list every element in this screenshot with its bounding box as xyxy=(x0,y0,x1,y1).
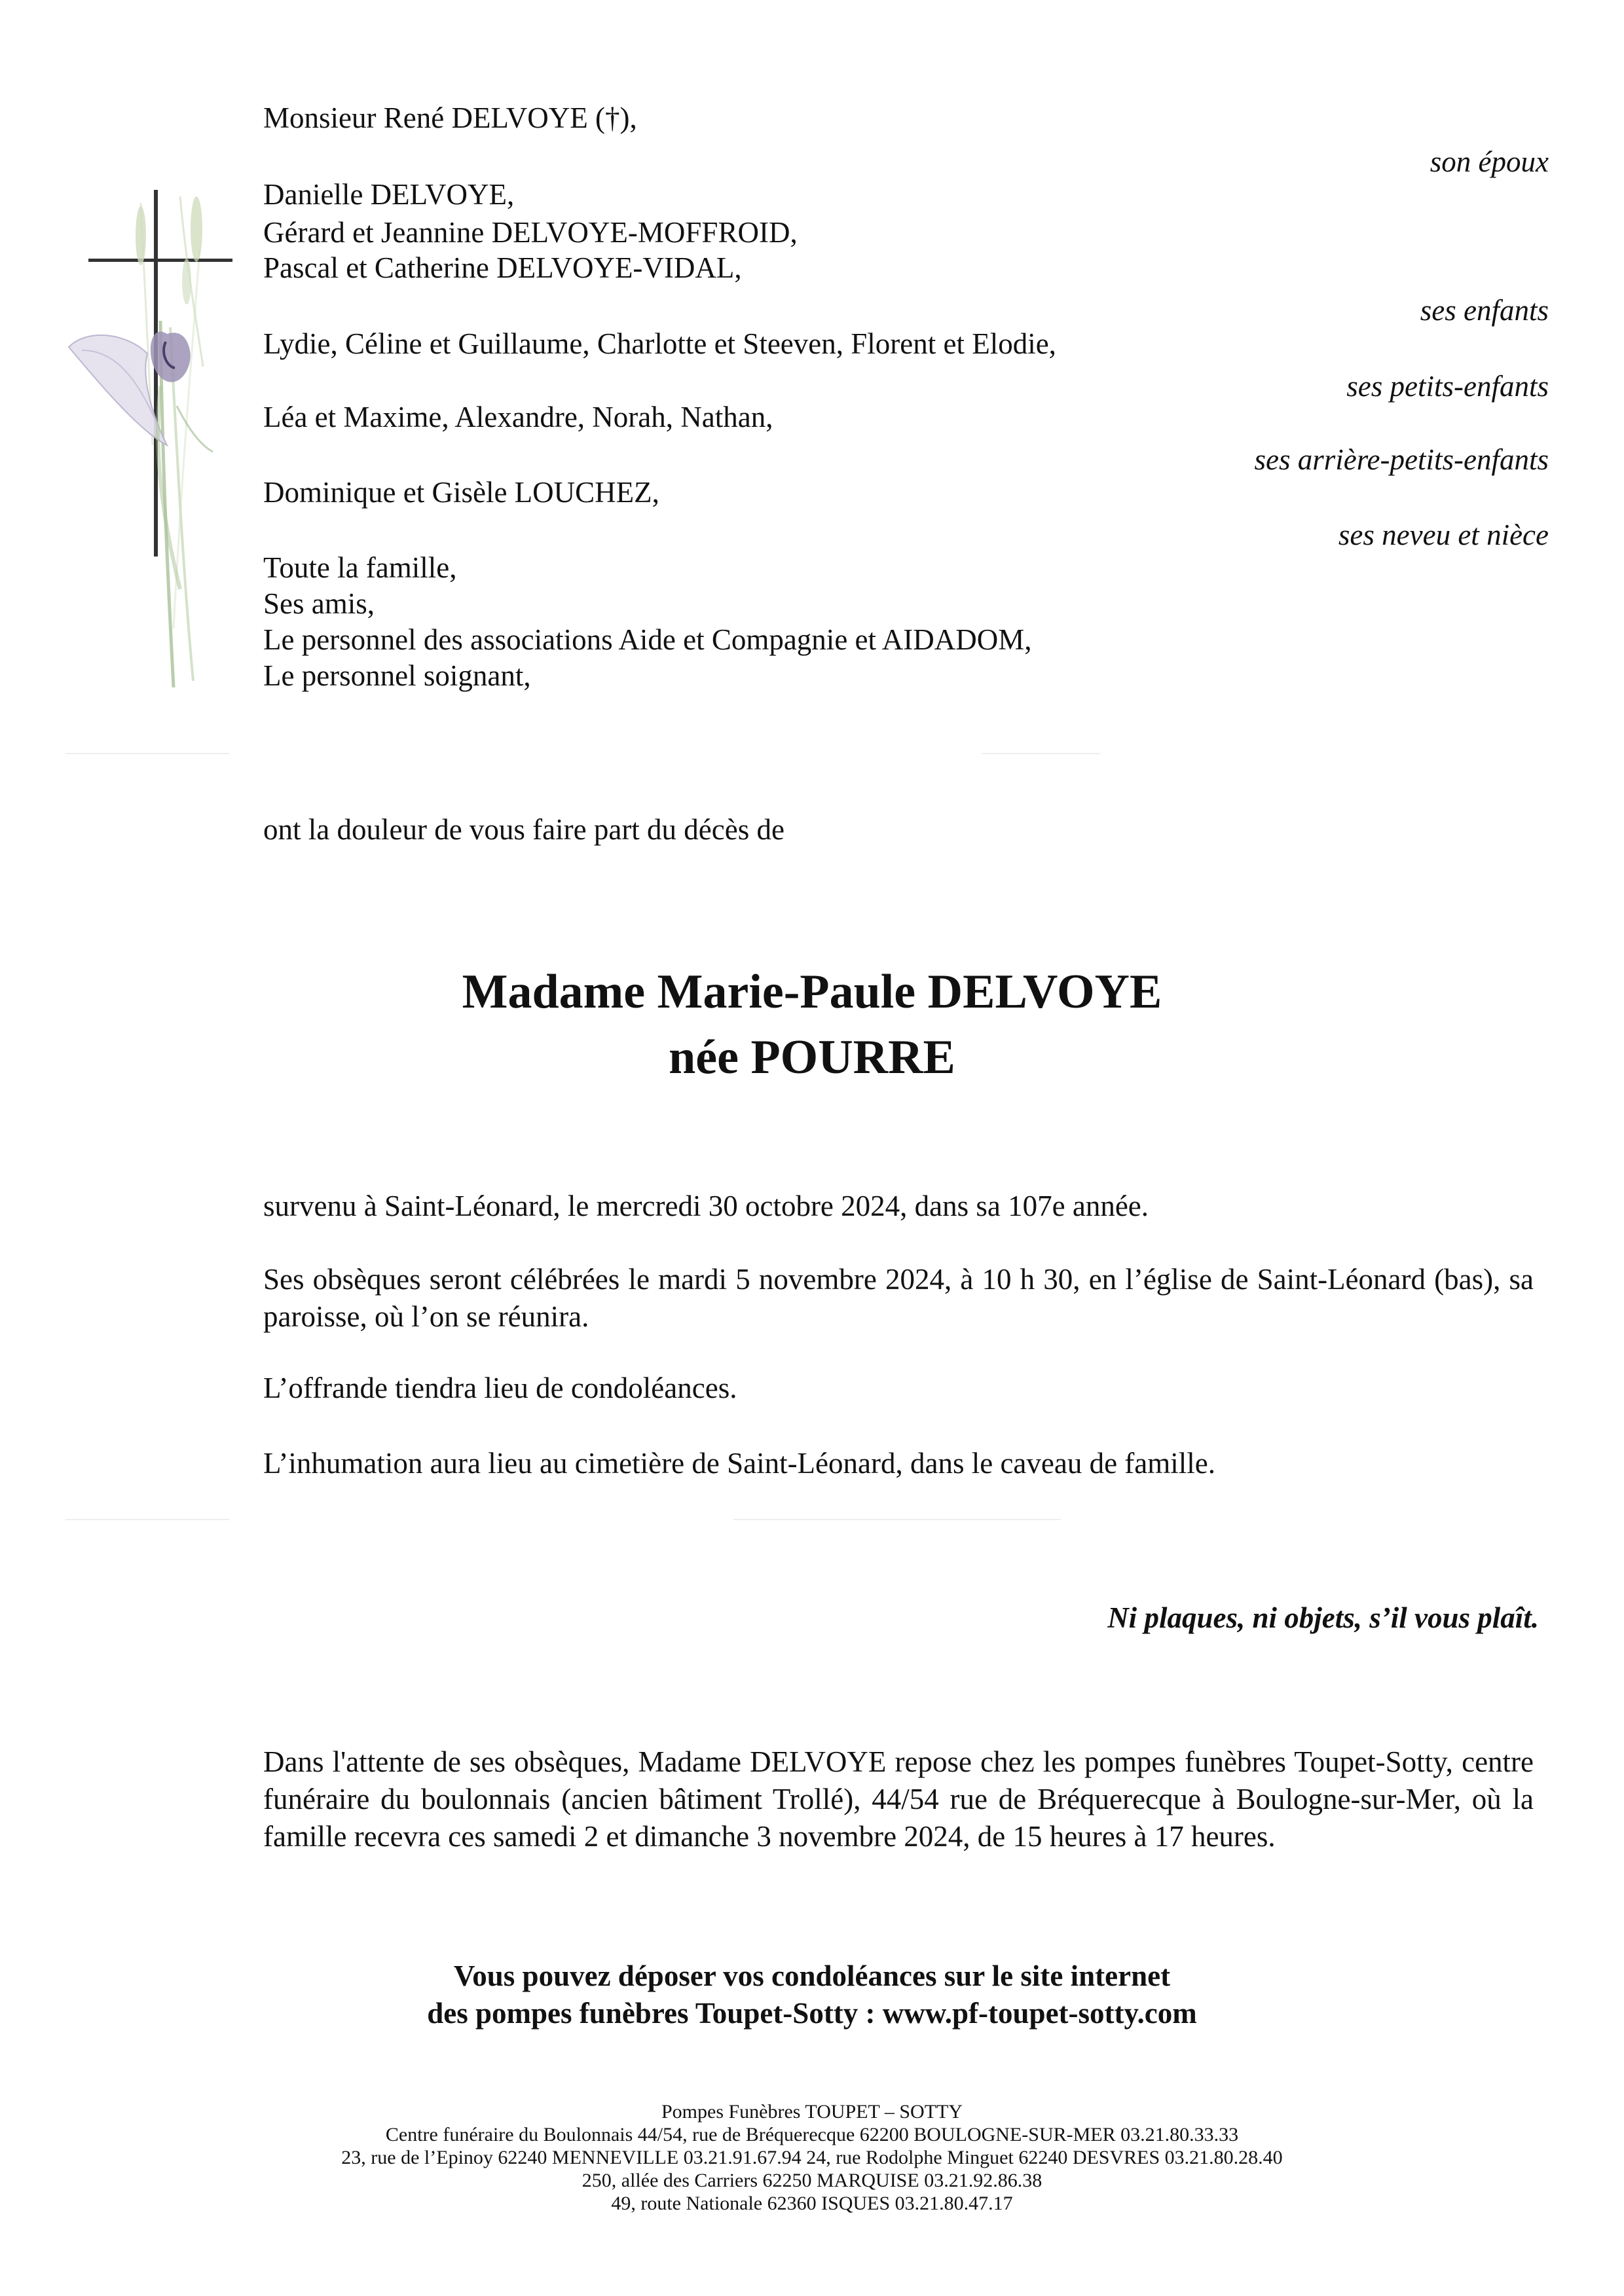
others-line-2: Ses amis, xyxy=(263,587,375,620)
footer-address-2: 23, rue de l’Epinoy 62240 MENNEVILLE 03.21.91.67.94 24, rue Rodolphe Minguet 62240 DESVRES 03.21.80.28.40 xyxy=(341,2147,1283,2168)
child-name-1: Danielle DELVOYE, xyxy=(263,178,515,211)
death-details: survenu à Saint-Léonard, le mercredi 30 octobre 2024, dans sa 107e année. xyxy=(263,1190,1149,1222)
husband-name: Monsieur René DELVOYE (†), xyxy=(263,101,637,134)
nephew-niece-role: ses neveu et nièce xyxy=(1338,519,1549,551)
others-line-4: Le personnel soignant, xyxy=(263,659,531,692)
child-name-2: Gérard et Jeannine DELVOYE-MOFFROID, xyxy=(263,216,798,249)
husband-role: son époux xyxy=(1430,145,1549,178)
great-grandchildren-role: ses arrière-petits-enfants xyxy=(1254,443,1549,476)
children-role: ses enfants xyxy=(1420,294,1549,327)
footer-address-3: 250, allée des Carriers 62250 MARQUISE 03.21.92.86.38 xyxy=(581,2170,1043,2191)
condolences-line-2: des pompes funèbres Toupet-Sotty : www.pf-toupet-sotty.com xyxy=(427,1997,1197,2030)
great-grandchildren-names: Léa et Maxime, Alexandre, Norah, Nathan, xyxy=(263,401,773,433)
divider xyxy=(65,753,229,754)
offering-note: L’offrande tiendra lieu de condoléances. xyxy=(263,1372,737,1404)
divider xyxy=(733,1519,1061,1520)
deceased-maiden-name: née POURRE xyxy=(669,1030,955,1084)
grandchildren-role: ses petits-enfants xyxy=(1346,370,1549,403)
divider xyxy=(65,1519,229,1520)
grandchildren-names: Lydie, Céline et Guillaume, Charlotte et Steeven, Florent et Elodie, xyxy=(263,327,1056,360)
cross-lily-ornament xyxy=(62,170,252,694)
condolences-line-1: Vous pouvez déposer vos condoléances sur le site internet xyxy=(453,1959,1171,1992)
divider xyxy=(982,753,1100,754)
repose-details: Dans l'attente de ses obsèques, Madame DELVOYE repose chez les pompes funèbres Toupet-Sotty, centre funéraire du boulonnais (ancien bâtiment Trollé), 44/54 rue de Bréquerecque à Boulogne-sur-Mer, où la famille recevra ces samedi 2 et dimanche 3 novembre 2024, de 15 heures à 17 heures. xyxy=(263,1745,1534,1853)
footer-address-4: 49, route Nationale 62360 ISQUES 03.21.80.47.17 xyxy=(611,2193,1013,2214)
child-name-3: Pascal et Catherine DELVOYE-VIDAL, xyxy=(263,251,742,284)
funeral-details: Ses obsèques seront célébrées le mardi 5 novembre 2024, à 10 h 30, en l’église de Saint-Léonard (bas), sa paroisse, où l’on se réunira. xyxy=(263,1263,1534,1333)
announcement-text: ont la douleur de vous faire part du décès de xyxy=(263,813,784,846)
burial-details: L’inhumation aura lieu au cimetière de Saint-Léonard, dans le caveau de famille. xyxy=(263,1447,1215,1480)
cross-horizontal xyxy=(88,259,232,262)
others-line-1: Toute la famille, xyxy=(263,551,457,584)
funeral-home-footer xyxy=(0,2100,1624,2215)
others-line-3: Le personnel des associations Aide et Compagnie et AIDADOM, xyxy=(263,623,1032,656)
no-flowers-notice: Ni plaques, ni objets, s’il vous plaît. xyxy=(1107,1601,1539,1634)
nephew-niece-names: Dominique et Gisèle LOUCHEZ, xyxy=(263,476,659,509)
footer-address-1: Centre funéraire du Boulonnais 44/54, rue de Bréquerecque 62200 BOULOGNE-SUR-MER 03.21.80.33.33 xyxy=(385,2124,1239,2145)
condolences-notice xyxy=(0,1958,1624,2032)
footer-company: Pompes Funèbres TOUPET – SOTTY xyxy=(661,2101,963,2123)
deceased-name: Madame Marie-Paule DELVOYE xyxy=(462,965,1162,1019)
